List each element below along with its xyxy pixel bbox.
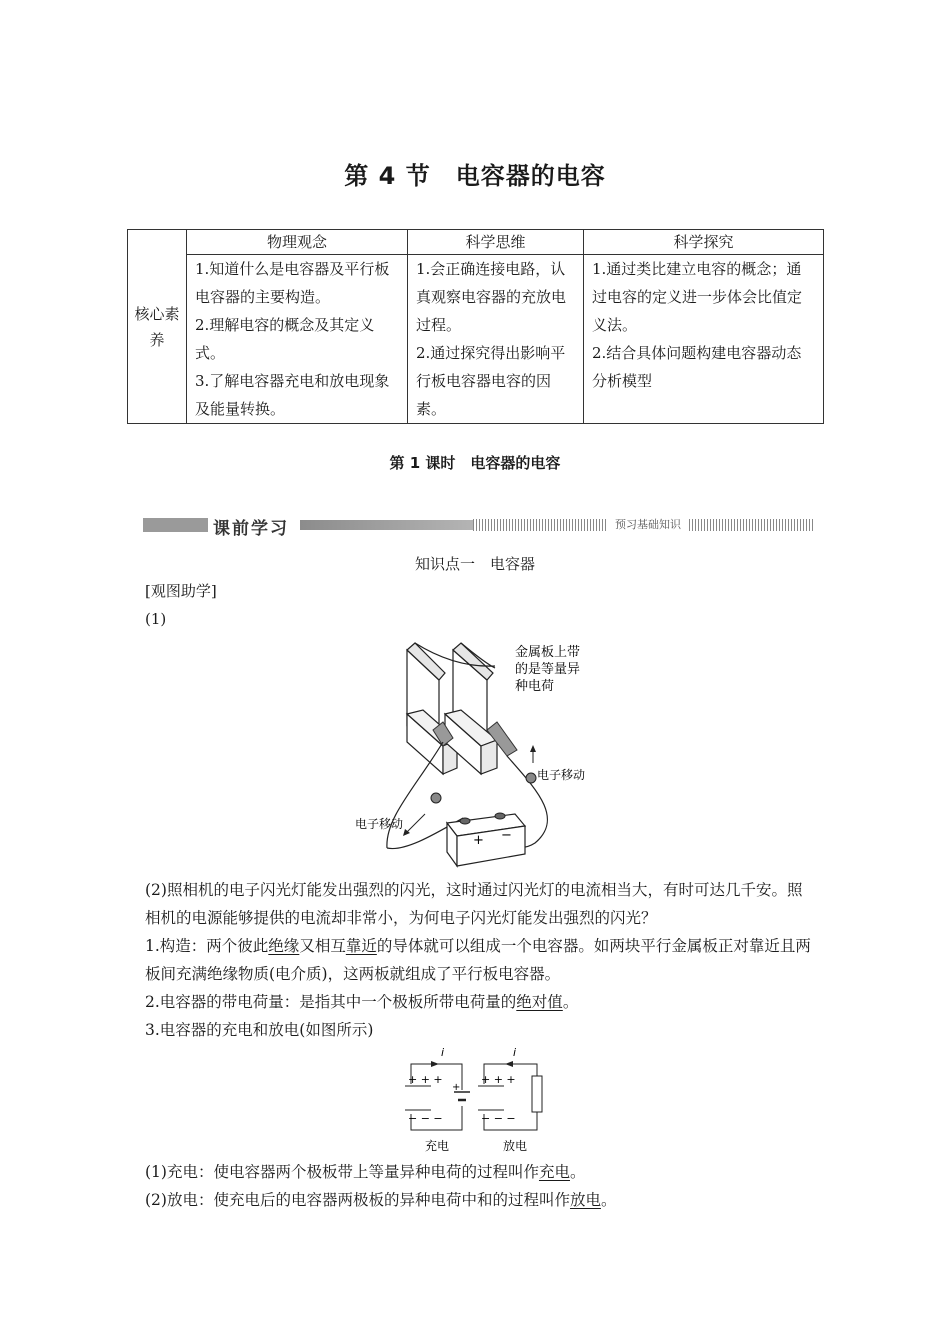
section-banner: [143, 515, 815, 537]
banner-gray-block: [143, 518, 208, 532]
point-2-underline-absolute: 绝对值: [516, 993, 563, 1011]
physics-concept-cell: [187, 255, 408, 424]
discharge-definition: [145, 1186, 815, 1214]
plate-label-line-1: 金属板上带: [515, 645, 581, 660]
point-3-heading: 3.电容器的充电和放电(如图所示): [145, 1021, 374, 1039]
electron-move-label-right: 电子移动: [537, 768, 586, 782]
charge-caption: 充电: [425, 1139, 450, 1153]
scientific-thinking-item: 1.会正确连接电路，认真观察电容器的充放电过程。: [416, 260, 567, 334]
current-label-discharge: i: [513, 1046, 517, 1059]
charge-definition: [145, 1158, 815, 1186]
column-header-scientific-inquiry: 科学探究: [584, 230, 824, 255]
plate-label-line-2: 的是等量异: [515, 662, 581, 677]
banner-tag: 预习基础知识: [607, 516, 689, 534]
core-literacy-table: [127, 229, 824, 424]
column-header-physics-concept: 物理观念: [187, 230, 408, 255]
banner-label: 课前学习: [213, 519, 289, 539]
banner-stripes-right: [689, 519, 815, 531]
battery-plus: +: [473, 833, 484, 848]
point-1-underline-insulated: 绝缘: [268, 937, 300, 955]
lesson-title: 第 1 课时 电容器的电容: [389, 454, 561, 472]
plate-label-line-3: 种电荷: [515, 679, 555, 694]
charge-minus-row: − − −: [408, 1112, 443, 1125]
core-literacy-row-label: 核心素养: [128, 230, 187, 424]
item-1-label: (1): [145, 610, 167, 628]
scientific-inquiry-cell: [584, 255, 824, 424]
battery-minus: −: [501, 828, 512, 843]
figure-help-label: [观图助学]: [145, 582, 217, 600]
charge-def-end: 。: [569, 1163, 586, 1181]
current-label-charge: i: [441, 1046, 445, 1059]
discharge-def-text: (2)放电：使充电后的电容器两极板的异种电荷中和的过程叫作: [145, 1191, 570, 1209]
parallel-plate-figure: [345, 638, 605, 868]
banner-stripes-left: [473, 519, 607, 531]
discharge-plus-row: + + +: [481, 1073, 516, 1086]
section-title: 第 4 节 电容器的电容: [344, 162, 606, 190]
discharge-caption: 放电: [503, 1139, 528, 1153]
discharge-minus-row: − − −: [481, 1112, 516, 1125]
discharge-def-underline: 放电: [569, 1191, 601, 1209]
charge-plus-row: + + +: [408, 1073, 443, 1086]
charge-discharge-figure: [395, 1044, 555, 1156]
charge-def-underline: 充电: [538, 1163, 570, 1181]
point-1-text-c: 的导体就可以组成一个电容器。如两块平行金属板正对靠近且两板间充满绝缘物质(电介质)，这两板就组成了平行板电容器。: [145, 937, 811, 983]
physics-concept-item: 1.知道什么是电容器及平行板电容器的主要构造。: [195, 260, 390, 306]
point-1-text-a: 1.构造：两个彼此: [145, 937, 269, 955]
point-2-text-a: 2.电容器的带电荷量：是指其中一个极板所带电荷量的: [145, 993, 517, 1011]
question-2: (2)照相机的电子闪光灯能发出强烈的闪光，这时通过闪光灯的电流相当大，有时可达几千安。照相机的电源能够提供的电流却非常小，为何电子闪光灯能发出强烈的闪光？: [145, 881, 803, 927]
point-1-construction: [145, 932, 815, 988]
charge-battery-plus: +: [452, 1082, 461, 1093]
discharge-def-end: 。: [600, 1191, 617, 1209]
scientific-inquiry-item: 1.通过类比建立电容的概念；通过电容的定义进一步体会比值定义法。: [592, 260, 803, 334]
point-1-text-b: 又相互: [299, 937, 346, 955]
point-2-charge: [145, 988, 815, 1016]
point-1-underline-close: 靠近: [345, 937, 377, 955]
physics-concept-item: 2.理解电容的概念及其定义式。: [195, 316, 375, 362]
charge-def-text: (1)充电：使电容器两个极板带上等量异种电荷的过程叫作: [145, 1163, 539, 1181]
electron-move-label-left: 电子移动: [355, 817, 404, 831]
column-header-scientific-thinking: 科学思维: [408, 230, 584, 255]
knowledge-point-heading: 知识点一 电容器: [414, 555, 535, 573]
scientific-thinking-cell: [408, 255, 584, 424]
scientific-thinking-item: 2.通过探究得出影响平行板电容器电容的因素。: [416, 344, 566, 418]
scientific-inquiry-item: 2.结合具体问题构建电容器动态分析模型: [592, 344, 802, 390]
physics-concept-item: 3.了解电容器充电和放电现象及能量转换。: [195, 372, 390, 418]
point-2-text-b: 。: [562, 993, 579, 1011]
